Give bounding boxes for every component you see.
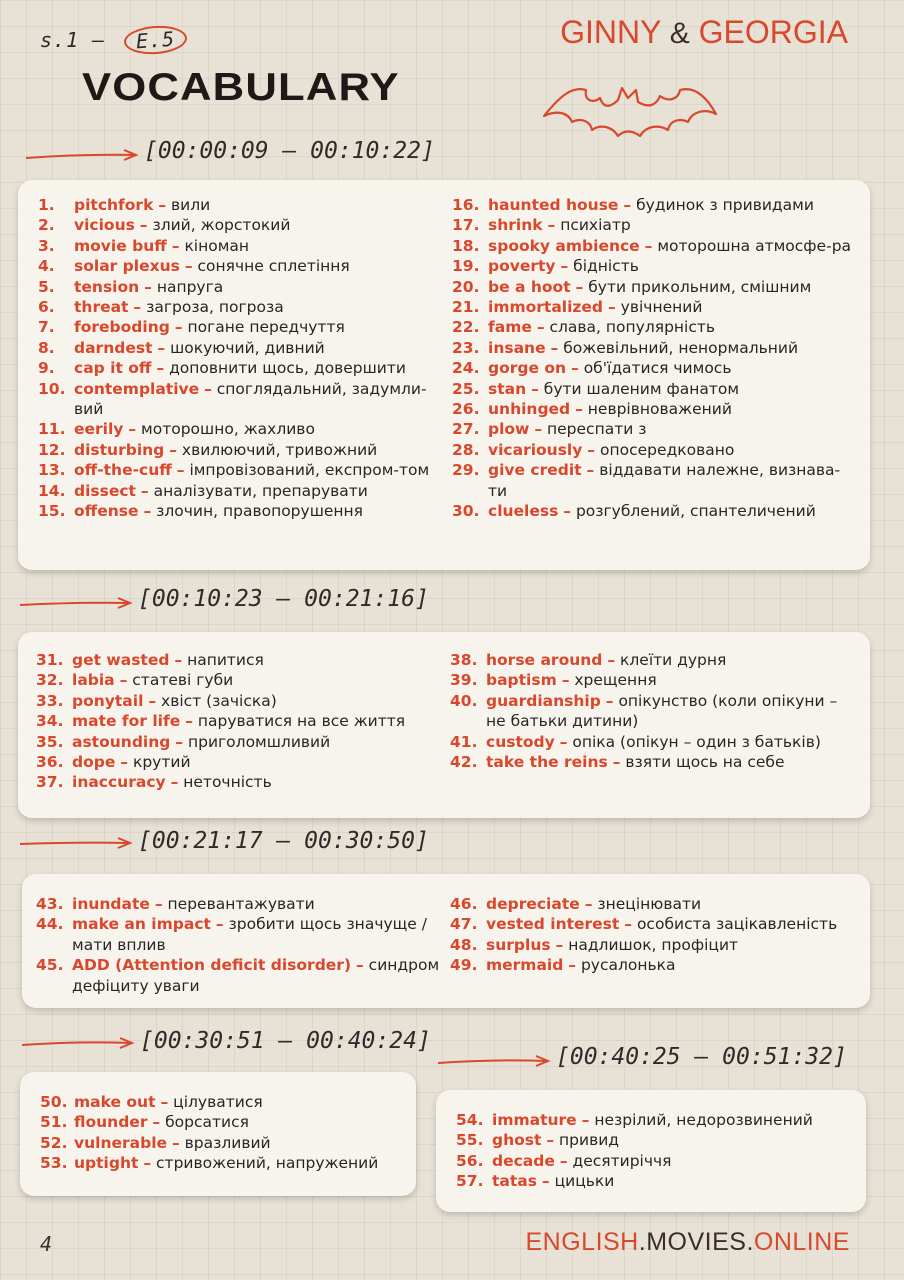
- list-item: 32. labia – статеві губи: [36, 671, 234, 690]
- list-item: 15. offense – злочин, правопорушення: [38, 502, 364, 521]
- page-number: 4: [40, 1232, 53, 1256]
- timestamp-range: [00:00:09 – 00:10:22]: [144, 138, 435, 164]
- brand-ginny: GINNY: [560, 14, 661, 50]
- list-item: 40. guardianship – опікунство (коли опікуни – не батьки дитини): [450, 691, 838, 731]
- arrow-icon: [18, 596, 134, 612]
- list-item: 50. make out – цілуватися: [40, 1093, 263, 1111]
- list-item: 22. fame – слава, популярність: [452, 318, 716, 337]
- list-item: 2. vicious – злий, жорстокий: [38, 216, 291, 235]
- list-item: 21. immortalized – увічнений: [452, 298, 703, 317]
- list-item: 37. inaccuracy – неточність: [36, 773, 272, 792]
- vocab-column-right: [450, 650, 854, 772]
- list-item: 29. give credit – віддавати належне, визнава-ти: [452, 461, 841, 500]
- list-item: 47. vested interest – особиста зацікавленість: [450, 915, 838, 934]
- list-item: 7. foreboding – погане передчуття: [38, 318, 345, 337]
- list-item: 11. eerily – моторошно, жахливо: [38, 420, 315, 439]
- list-item: 10. contemplative – споглядальний, задумли-вий: [38, 379, 427, 419]
- vocab-column: [40, 1092, 410, 1174]
- list-item: 23. insane – божевільний, ненормальний: [452, 338, 799, 357]
- vocab-card: [22, 874, 870, 1008]
- list-item: 16. haunted house – будинок з привидами: [452, 196, 814, 214]
- list-item: 12. disturbing – хвилюючий, тривожний: [38, 440, 378, 459]
- list-item: 20. be a hoot – бути прикольним, смішним: [452, 277, 812, 296]
- list-item: 43. inundate – перевантажувати: [36, 895, 315, 913]
- page-title: VOCABULARY: [82, 66, 400, 109]
- season-label: s.1: [40, 28, 80, 52]
- list-item: 9. cap it off – доповнити щось, довершити: [38, 359, 406, 378]
- timestamp-range: [00:21:17 – 00:30:50]: [138, 828, 429, 854]
- list-item: 19. poverty – бідність: [452, 257, 639, 276]
- list-item: 24. gorge on – об'їдатися чимось: [452, 359, 732, 378]
- list-item: 36. dope – крутий: [36, 753, 191, 772]
- timestamp-range: [00:10:23 – 00:21:16]: [138, 586, 429, 612]
- list-item: 17. shrink – психіатр: [452, 216, 631, 235]
- list-item: 8. darndest – шокуючий, дивний: [38, 338, 325, 357]
- list-item: 30. clueless – розгублений, спантеличений: [452, 502, 816, 521]
- vocab-card: [18, 180, 870, 570]
- list-item: 3. movie buff – кіноман: [38, 236, 250, 255]
- list-item: 13. off-the-cuff – імпровізований, експром-том: [38, 461, 430, 480]
- list-item: 18. spooky ambience – моторошна атмосфе-ра: [452, 236, 852, 255]
- website-label: ENGLISH.MOVIES.ONLINE: [525, 1228, 850, 1256]
- list-item: 33. ponytail – хвіст (зачіска): [36, 691, 277, 710]
- list-item: 48. surplus – надлишок, профіцит: [450, 935, 739, 954]
- list-item: 4. solar plexus – сонячне сплетіння: [38, 257, 350, 276]
- timestamp-range: [00:30:51 – 00:40:24]: [140, 1028, 431, 1054]
- list-item: 28. vicariously – опосередковано: [452, 440, 735, 459]
- list-item: 42. take the reins – взяти щось на себе: [450, 753, 785, 772]
- vocab-column-right: [452, 195, 854, 522]
- list-item: 27. plow – переспати з: [452, 420, 647, 439]
- list-item: 5. tension – напруга: [38, 277, 224, 296]
- list-item: 31. get wasted – напитися: [36, 651, 264, 669]
- list-item: 44. make an impact – зробити щось значуще / мати вплив: [36, 915, 427, 954]
- list-item: 6. threat – загроза, погроза: [38, 298, 284, 317]
- vocab-column-left: [36, 894, 448, 996]
- vocab-column-right: [450, 894, 854, 976]
- site-part: ONLINE: [753, 1228, 850, 1256]
- dash: –: [92, 28, 106, 52]
- list-item: 55. ghost – привид: [456, 1131, 620, 1150]
- season-episode-label: [40, 26, 187, 54]
- list-item: 54. immature – незрілий, недорозвинений: [456, 1111, 813, 1129]
- list-item: 1. pitchfork – вили: [38, 196, 211, 214]
- brand-amp: &: [669, 17, 690, 50]
- site-part: MOVIES: [646, 1228, 747, 1256]
- list-item: 41. custody – опіка (опікун – один з батьків): [450, 732, 821, 751]
- list-item: 57. tatas – цицьки: [456, 1172, 615, 1191]
- list-item: 46. depreciate – знецінювати: [450, 895, 702, 913]
- bat-icon: [540, 78, 720, 148]
- brand-georgia: GEORGIA: [698, 14, 848, 50]
- list-item: 49. mermaid – русалонька: [450, 956, 676, 975]
- list-item: 26. unhinged – неврівноважений: [452, 400, 732, 419]
- list-item: 14. dissect – аналізувати, препарувати: [38, 481, 368, 500]
- arrow-icon: [24, 148, 140, 164]
- list-item: 52. vulnerable – вразливий: [40, 1133, 271, 1152]
- vocab-card: [18, 632, 870, 818]
- list-item: 53. uptight – стривожений, напружений: [40, 1154, 379, 1173]
- arrow-icon: [20, 1036, 136, 1052]
- list-item: 39. baptism – хрещення: [450, 671, 657, 690]
- timestamp-range: [00:40:25 – 00:51:32]: [556, 1044, 847, 1070]
- vocab-column-left: [36, 650, 448, 793]
- arrow-icon: [436, 1054, 552, 1070]
- brand-logo: [560, 14, 848, 51]
- list-item: 35. astounding – приголомшливий: [36, 732, 331, 751]
- vocab-card: [20, 1072, 416, 1196]
- vocab-column: [456, 1110, 858, 1192]
- arrow-icon: [18, 836, 134, 852]
- vocab-card: [436, 1090, 866, 1212]
- vocab-column-left: [38, 195, 438, 522]
- site-part: ENGLISH: [525, 1228, 639, 1256]
- list-item: 25. stan – бути шаленим фанатом: [452, 379, 740, 398]
- list-item: 56. decade – десятиріччя: [456, 1151, 672, 1170]
- list-item: 51. flounder – борсатися: [40, 1113, 249, 1132]
- episode-label: E.5: [123, 24, 188, 56]
- list-item: 45. ADD (Attention deficit disorder) – синдром дефіциту уваги: [36, 956, 440, 995]
- list-item: 34. mate for life – паруватися на все життя: [36, 712, 406, 731]
- list-item: 38. horse around – клеїти дурня: [450, 651, 727, 669]
